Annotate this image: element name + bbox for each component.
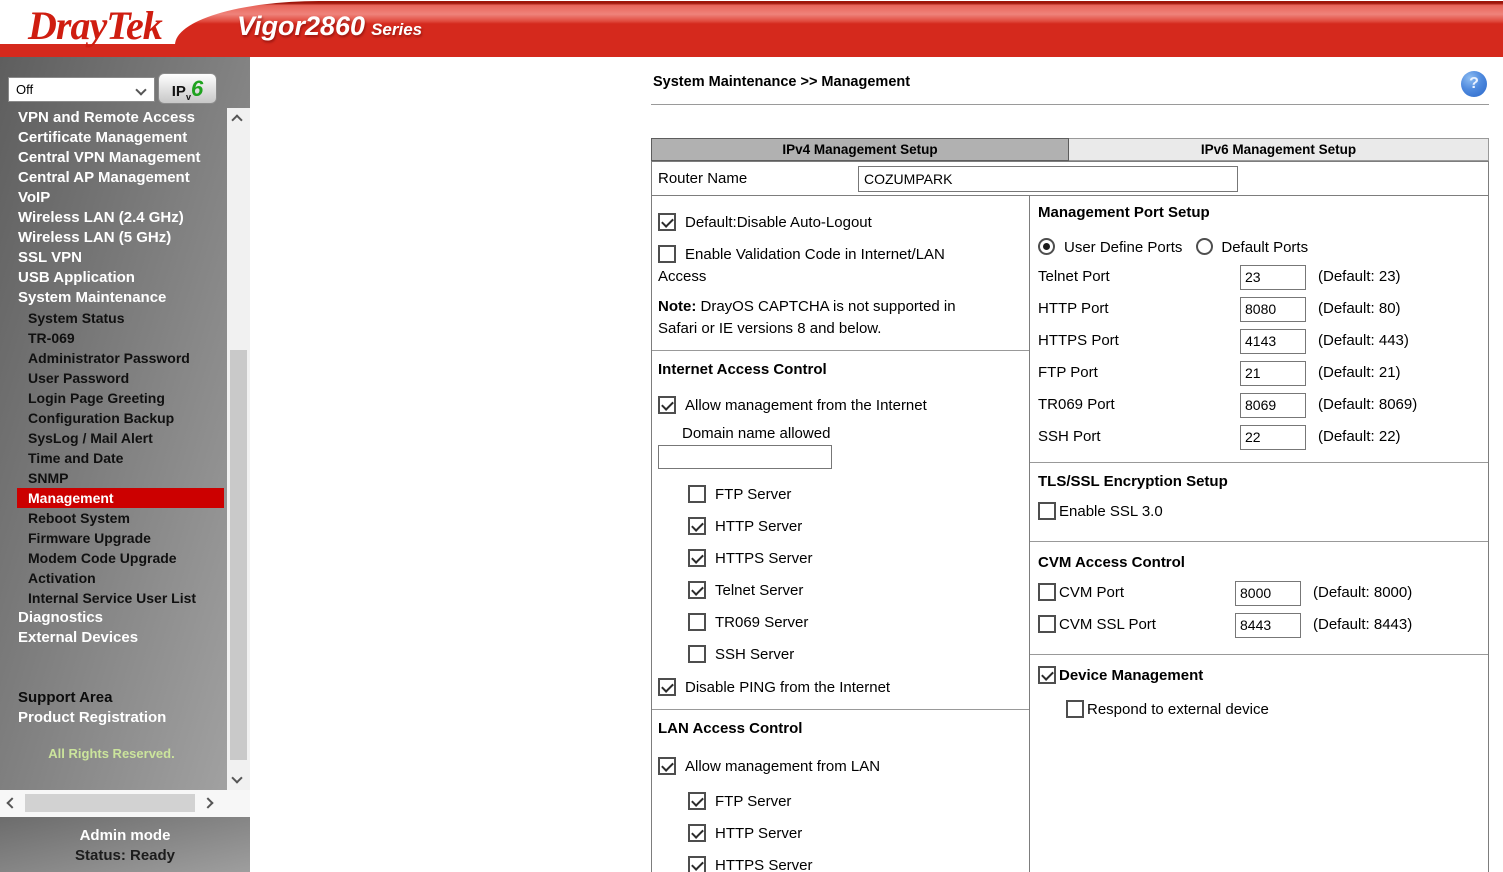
ipv6-button-v: v bbox=[185, 92, 191, 102]
default-disable-auto-logout-checkbox[interactable] bbox=[658, 213, 676, 231]
cvm-port-label: CVM Port bbox=[1059, 584, 1125, 601]
http-port-row bbox=[1038, 296, 1480, 322]
sidebar-item-time-and-date[interactable]: Time and Date bbox=[28, 450, 124, 466]
http-port-default: (Default: 80) bbox=[1318, 300, 1401, 317]
http-server-row[interactable] bbox=[658, 824, 1023, 842]
sidebar-item-diagnostics[interactable]: Diagnostics bbox=[18, 609, 104, 626]
sidebar-item-configuration-backup[interactable]: Configuration Backup bbox=[28, 410, 175, 426]
disable-ping-row bbox=[658, 677, 1023, 699]
captcha-note bbox=[658, 296, 970, 340]
divider bbox=[1030, 462, 1488, 463]
respond-to-external-device-checkbox[interactable] bbox=[1066, 700, 1084, 718]
http-server-label: HTTP Server bbox=[715, 518, 803, 535]
cvm-ssl-port-input[interactable] bbox=[1235, 613, 1301, 638]
management-form bbox=[651, 195, 1489, 872]
divider bbox=[652, 709, 1029, 710]
sidebar-item-firmware-upgrade[interactable]: Firmware Upgrade bbox=[28, 530, 151, 546]
device-management-label: Device Management bbox=[1059, 667, 1204, 684]
sidebar-support-section bbox=[0, 688, 227, 728]
sidebar-item-voip[interactable]: VoIP bbox=[18, 189, 51, 206]
cvm-port-default: (Default: 8000) bbox=[1313, 584, 1413, 601]
ftp-server-checkbox[interactable] bbox=[688, 792, 706, 810]
sidebar-item-user-password[interactable]: User Password bbox=[28, 370, 130, 386]
ftp-port-input[interactable] bbox=[1240, 361, 1306, 386]
ssh-server-row[interactable] bbox=[658, 645, 1023, 663]
tr069-server-checkbox[interactable] bbox=[688, 613, 706, 631]
http-port-label: HTTP Port bbox=[1038, 300, 1109, 317]
https-server-checkbox[interactable] bbox=[688, 856, 706, 872]
divider bbox=[1030, 654, 1488, 655]
ftp-port-label: FTP Port bbox=[1038, 364, 1098, 381]
disable-ping-from-the-internet-label: Disable PING from the Internet bbox=[685, 679, 891, 696]
cvm-ssl-port-checkbox[interactable] bbox=[1038, 615, 1056, 633]
horizontal-scrollbar-thumb[interactable] bbox=[25, 794, 195, 812]
allow-management-from-the-internet-label: Allow management from the Internet bbox=[685, 397, 927, 414]
sidebar-item-activation[interactable]: Activation bbox=[28, 570, 96, 586]
sidebar-item-internal-service-user-list[interactable]: Internal Service User List bbox=[28, 590, 197, 606]
chevron-down-icon[interactable] bbox=[231, 772, 242, 783]
sidebar bbox=[0, 57, 250, 872]
disable-ping-from-the-internet-row[interactable] bbox=[658, 677, 1023, 699]
user-define-ports-radio[interactable] bbox=[1038, 238, 1055, 255]
rights-text: All Rights Reserved. bbox=[48, 746, 175, 761]
enable-ssl-row bbox=[1038, 501, 1480, 523]
cvm-port-checkbox[interactable] bbox=[1038, 583, 1056, 601]
http-server-label: HTTP Server bbox=[715, 825, 803, 842]
respond-to-external-device-row[interactable] bbox=[1038, 699, 1480, 721]
product-model: Vigor2860 bbox=[237, 11, 366, 41]
sidebar-item-tr-069[interactable]: TR-069 bbox=[28, 330, 75, 346]
left-column bbox=[652, 196, 1030, 872]
ftp-port-row bbox=[1038, 360, 1480, 386]
enable-ssl-3-0-row[interactable] bbox=[1038, 501, 1480, 523]
management-port-setup-heading: Management Port Setup bbox=[1038, 204, 1210, 221]
cvm-port-input[interactable] bbox=[1235, 581, 1301, 606]
sidebar-item-system-status[interactable]: System Status bbox=[28, 310, 125, 326]
enable-ssl-3-0-checkbox[interactable] bbox=[1038, 502, 1056, 520]
internet-access-control-heading: Internet Access Control bbox=[658, 361, 827, 378]
sidebar-item-system-maintenance[interactable]: System Maintenance bbox=[18, 289, 167, 306]
telnet-server-row[interactable] bbox=[658, 581, 1023, 599]
top-banner bbox=[0, 0, 1503, 57]
allow-management-from-lan-label: Allow management from LAN bbox=[685, 758, 881, 775]
ftp-server-label: FTP Server bbox=[715, 486, 792, 503]
ssh-port-default: (Default: 22) bbox=[1318, 428, 1401, 445]
sidebar-item-external-devices[interactable]: External Devices bbox=[18, 629, 139, 646]
ipv6-mode-select[interactable] bbox=[8, 77, 155, 102]
tab-ipv6-management-setup[interactable]: IPv6 Management Setup bbox=[1069, 138, 1489, 161]
ipv6-button[interactable] bbox=[158, 73, 217, 104]
ssh-port-row bbox=[1038, 424, 1480, 450]
chevron-up-icon[interactable] bbox=[231, 114, 242, 125]
ssh-port-label: SSH Port bbox=[1038, 428, 1101, 445]
sidebar-item-product-registration[interactable]: Product Registration bbox=[18, 709, 167, 726]
device-management-checkbox[interactable] bbox=[1038, 666, 1056, 684]
sidebar-item-management[interactable]: Management bbox=[17, 488, 224, 508]
https-server-checkbox[interactable] bbox=[688, 549, 706, 567]
sidebar-item-administrator-password[interactable]: Administrator Password bbox=[28, 350, 190, 366]
https-port-input[interactable] bbox=[1240, 329, 1306, 354]
sidebar-item-central-ap-management[interactable]: Central AP Management bbox=[18, 169, 190, 186]
ipv6-button-ip: IP bbox=[171, 83, 186, 100]
user-define-ports-label: User Define Ports bbox=[1064, 239, 1183, 256]
enable-validation-code-in-internet-lan-access-label: Enable Validation Code in Internet/LAN Access bbox=[658, 246, 945, 285]
https-port-label: HTTPS Port bbox=[1038, 332, 1119, 349]
ssh-server-checkbox[interactable] bbox=[688, 645, 706, 663]
sidebar-item-wireless-lan-2-4-ghz[interactable]: Wireless LAN (2.4 GHz) bbox=[18, 209, 184, 226]
chevron-down-icon bbox=[135, 84, 146, 95]
tr069-port-input[interactable] bbox=[1240, 393, 1306, 418]
admin-mode-text: Admin mode bbox=[79, 827, 171, 844]
http-port-input[interactable] bbox=[1240, 297, 1306, 322]
https-server-label: HTTPS Server bbox=[715, 550, 813, 567]
https-server-row[interactable] bbox=[658, 549, 1023, 567]
enable-validation-code-in-internet-lan-access-checkbox[interactable] bbox=[658, 245, 676, 263]
telnet-port-label: Telnet Port bbox=[1038, 268, 1110, 285]
banner-red-strip bbox=[0, 44, 1503, 57]
cvm-ssl-port-default: (Default: 8443) bbox=[1313, 616, 1413, 633]
router-name-input[interactable] bbox=[858, 166, 1238, 192]
sidebar-item-ssl-vpn[interactable]: SSL VPN bbox=[18, 249, 82, 266]
product-series: Series bbox=[371, 20, 423, 39]
general-options bbox=[658, 212, 1023, 288]
https-server-row[interactable] bbox=[658, 856, 1023, 872]
ssh-server-label: SSH Server bbox=[715, 646, 795, 663]
sidebar-item-login-page-greeting[interactable]: Login Page Greeting bbox=[28, 390, 165, 406]
cvm-rows bbox=[1038, 580, 1480, 638]
allow-management-from-lan-row[interactable] bbox=[658, 756, 1023, 778]
default-disable-auto-logout-label: Default:Disable Auto-Logout bbox=[685, 214, 872, 231]
sidebar-item-snmp[interactable]: SNMP bbox=[28, 470, 69, 486]
sidebar-vertical-scrollbar[interactable] bbox=[227, 108, 250, 790]
device-management-row[interactable] bbox=[1038, 665, 1480, 687]
enable-validation-code-in-internet-lan-access-row[interactable] bbox=[658, 244, 994, 288]
note-label: Note: bbox=[658, 298, 697, 315]
note-text: DrayOS CAPTCHA is not supported in Safari or IE versions 8 and below. bbox=[658, 298, 956, 337]
disable-ping-from-the-internet-checkbox[interactable] bbox=[658, 678, 676, 696]
ipv6-button-six: 6 bbox=[190, 76, 204, 101]
sidebar-horizontal-scrollbar[interactable] bbox=[0, 790, 250, 817]
status-text: Status: Ready bbox=[74, 847, 176, 864]
sidebar-item-usb-application[interactable]: USB Application bbox=[18, 269, 135, 286]
cvm-ssl-port-row bbox=[1038, 612, 1480, 638]
sidebar-item-syslog-mail-alert[interactable]: SysLog / Mail Alert bbox=[28, 430, 153, 446]
sidebar-item-reboot-system[interactable]: Reboot System bbox=[28, 510, 130, 526]
tr069-port-default: (Default: 8069) bbox=[1318, 396, 1418, 413]
https-port-row bbox=[1038, 328, 1480, 354]
tls-ssl-encryption-setup-heading: TLS/SSL Encryption Setup bbox=[1038, 473, 1228, 490]
sidebar-item-vpn-and-remote-access[interactable]: VPN and Remote Access bbox=[18, 109, 196, 126]
tr069-port-label: TR069 Port bbox=[1038, 396, 1115, 413]
sidebar-item-central-vpn-management[interactable]: Central VPN Management bbox=[18, 149, 201, 166]
http-server-row[interactable] bbox=[658, 517, 1023, 535]
enable-ssl-3-0-label: Enable SSL 3.0 bbox=[1059, 503, 1163, 520]
https-server-label: HTTPS Server bbox=[715, 857, 813, 872]
port-rows bbox=[1038, 264, 1480, 450]
telnet-server-checkbox[interactable] bbox=[688, 581, 706, 599]
http-server-checkbox[interactable] bbox=[688, 824, 706, 842]
device-management-rows bbox=[1038, 665, 1480, 721]
help-icon[interactable]: ? bbox=[1461, 71, 1487, 97]
internet-allow-row bbox=[658, 395, 1023, 417]
http-server-checkbox[interactable] bbox=[688, 517, 706, 535]
telnet-port-row bbox=[1038, 264, 1480, 290]
breadcrumb: System Maintenance >> Management bbox=[653, 74, 911, 90]
lan-access-control-heading: LAN Access Control bbox=[658, 720, 803, 737]
default-ports-label: Default Ports bbox=[1221, 239, 1309, 256]
divider bbox=[652, 350, 1029, 351]
title-divider bbox=[651, 104, 1489, 105]
ssh-port-input[interactable] bbox=[1240, 425, 1306, 450]
router-name-row bbox=[651, 161, 1489, 196]
sidebar-item-support-area[interactable]: Support Area bbox=[18, 689, 113, 706]
ftp-server-checkbox[interactable] bbox=[688, 485, 706, 503]
allow-management-from-the-internet-row[interactable] bbox=[658, 395, 1023, 417]
tab-ipv4-management-setup[interactable]: IPv4 Management Setup bbox=[651, 138, 1069, 161]
tr069-server-row[interactable] bbox=[658, 613, 1023, 631]
telnet-port-default: (Default: 23) bbox=[1318, 268, 1401, 285]
allow-management-from-the-internet-checkbox[interactable] bbox=[658, 396, 676, 414]
cvm-access-control-heading: CVM Access Control bbox=[1038, 554, 1185, 571]
sidebar-item-certificate-management[interactable]: Certificate Management bbox=[18, 129, 188, 146]
tr069-server-label: TR069 Server bbox=[715, 614, 809, 631]
respond-to-external-device-label: Respond to external device bbox=[1087, 701, 1269, 718]
cvm-ssl-port-label: CVM SSL Port bbox=[1059, 616, 1156, 633]
ftp-port-default: (Default: 21) bbox=[1318, 364, 1401, 381]
divider bbox=[1030, 541, 1488, 542]
sidebar-item-modem-code-upgrade[interactable]: Modem Code Upgrade bbox=[28, 550, 177, 566]
sidebar-menu bbox=[0, 108, 227, 648]
domain-name-input[interactable] bbox=[658, 445, 832, 469]
default-ports-radio[interactable] bbox=[1196, 238, 1213, 255]
ftp-server-label: FTP Server bbox=[715, 793, 792, 810]
product-name bbox=[237, 11, 422, 42]
sidebar-footer bbox=[0, 817, 250, 872]
chevron-right-icon[interactable] bbox=[202, 797, 213, 808]
tr069-port-row bbox=[1038, 392, 1480, 418]
allow-management-from-lan-checkbox[interactable] bbox=[658, 757, 676, 775]
right-column bbox=[1030, 196, 1488, 872]
telnet-server-label: Telnet Server bbox=[715, 582, 804, 599]
draytek-logo: DrayTek bbox=[28, 3, 162, 48]
lan-server-checkboxes bbox=[658, 792, 1023, 872]
internet-server-checkboxes bbox=[658, 485, 1023, 663]
ftp-server-row[interactable] bbox=[658, 485, 1023, 503]
lan-allow-row bbox=[658, 756, 1023, 778]
tab-bar bbox=[651, 138, 1489, 161]
cvm-port-row bbox=[1038, 580, 1480, 606]
sidebar-item-wireless-lan-5-ghz[interactable]: Wireless LAN (5 GHz) bbox=[18, 229, 172, 246]
telnet-port-input[interactable] bbox=[1240, 265, 1306, 290]
chevron-left-icon[interactable] bbox=[6, 797, 17, 808]
ftp-server-row[interactable] bbox=[658, 792, 1023, 810]
default-disable-auto-logout-row[interactable] bbox=[658, 212, 1023, 234]
port-mode-radios bbox=[1038, 238, 1480, 256]
domain-name-allowed-label: Domain name allowed bbox=[682, 425, 831, 442]
ipv6-mode-value: Off bbox=[16, 82, 34, 97]
router-name-label: Router Name bbox=[658, 170, 748, 187]
vertical-scrollbar-thumb[interactable] bbox=[230, 350, 247, 760]
https-port-default: (Default: 443) bbox=[1318, 332, 1409, 349]
